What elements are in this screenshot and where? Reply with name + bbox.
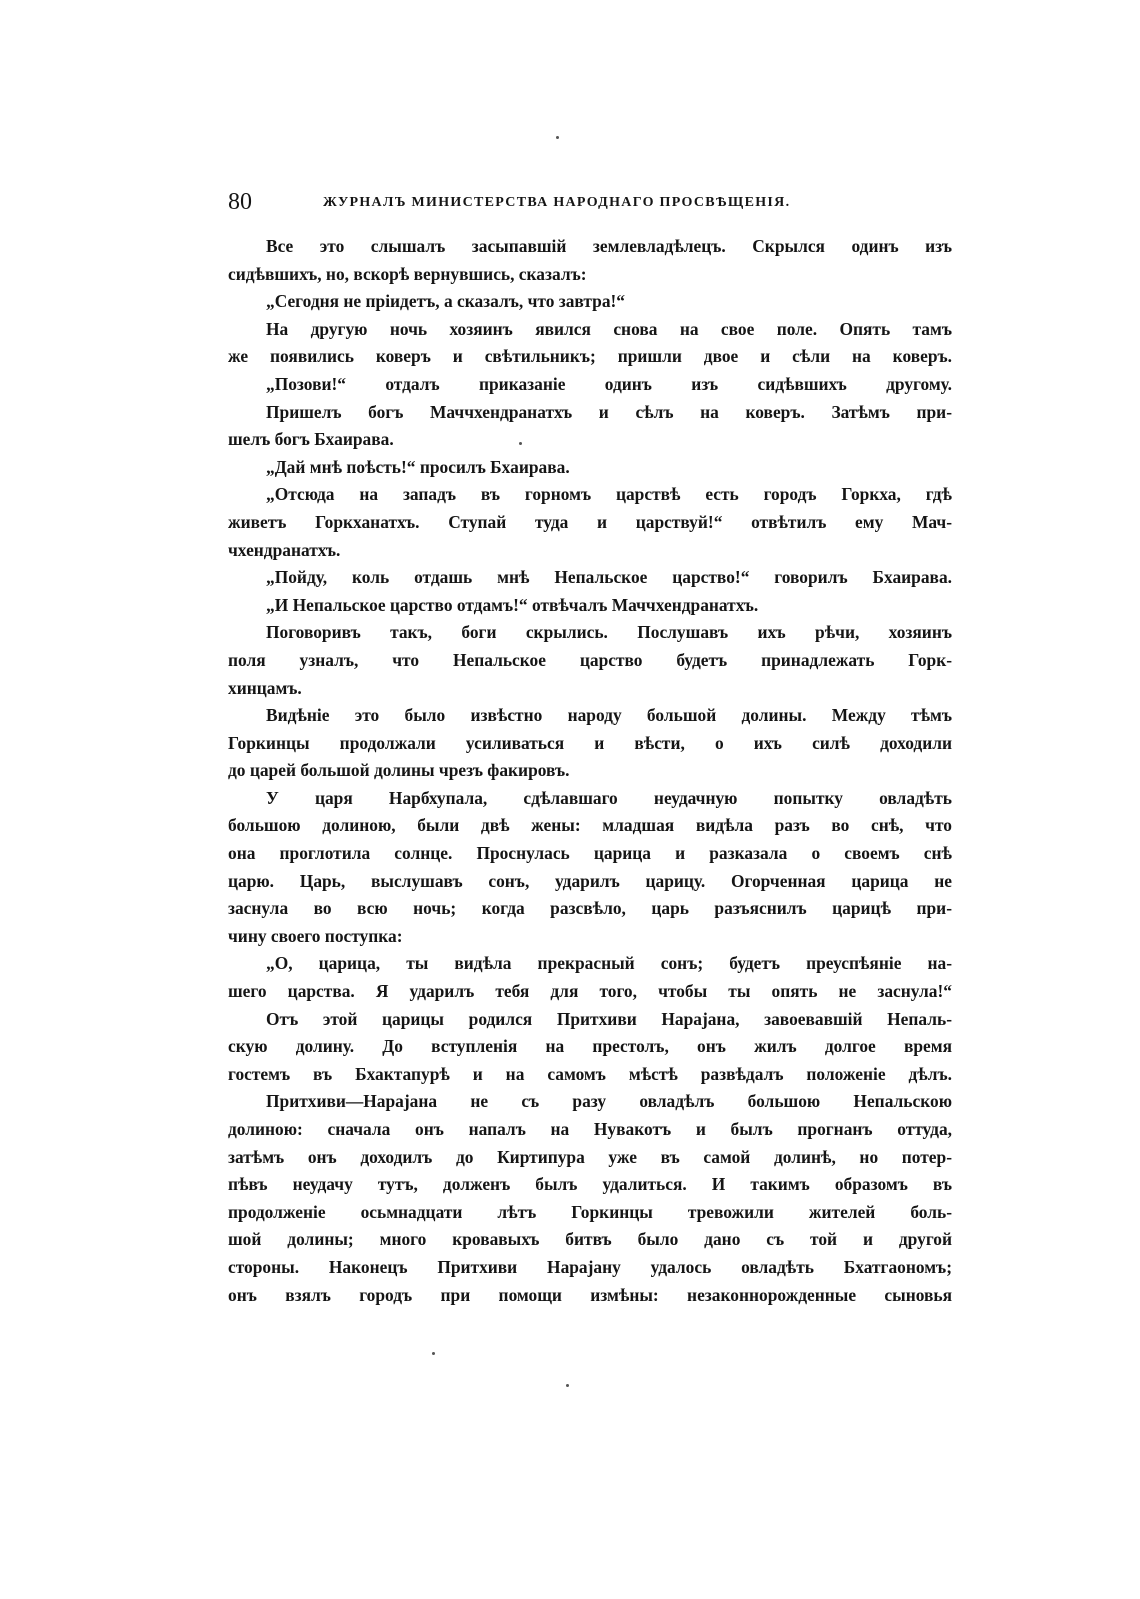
text-line: онъ взялъ городъ при помощи измѣны: незаконнорожденные сыновья: [228, 1284, 952, 1305]
text-line: „Сегодня не пріидетъ, а сказалъ, что завтра!“: [266, 291, 625, 312]
text-line: сидѣвшихъ, но, вскорѣ вернувшись, сказалъ:: [228, 263, 587, 284]
text-line: „Позови!“ отдалъ приказаніе одинъ изъ сидѣвшихъ другому.: [266, 373, 952, 394]
text-line: У царя Нарбхупала, сдѣлавшаго неудачную попытку овладѣть: [266, 787, 952, 808]
print-speck: [556, 136, 559, 139]
text-line: заснула во всю ночь; когда разсвѣло, царь разъяснилъ царицѣ при-: [228, 898, 952, 919]
text-line: долиною: сначала онъ напалъ на Нувакотъ и былъ прогнанъ оттуда,: [228, 1119, 952, 1139]
page-number: 80: [228, 189, 252, 215]
text-line: гостемъ въ Бхактапурѣ и на самомъ мѣстѣ развѣдалъ положеніе дѣлъ.: [228, 1063, 952, 1084]
body-text: [228, 233, 952, 1309]
text-line: скую долину. До вступленія на престолъ, онъ жилъ долгое время: [228, 1036, 952, 1057]
running-title: ЖУРНАЛЪ МИНИСТЕРСТВА НАРОДНАГО ПРОСВѢЩЕНІЯ.: [323, 195, 791, 210]
text-line: „И Непальское царство отдамъ!“ отвѣчалъ Маччхендранатхъ.: [266, 594, 759, 615]
print-speck: [432, 1352, 435, 1355]
text-line: поля узналъ, что Непальское царство будетъ принадлежать Горк-: [228, 649, 952, 670]
text-line: чину своего поступка:: [228, 925, 403, 946]
text-line: Поговоривъ такъ, боги скрылись. Послушавъ ихъ рѣчи, хозяинъ: [266, 622, 952, 643]
text-line: большою долиною, были двѣ жены: младшая видѣла разъ во снѣ, что: [228, 815, 952, 836]
text-line: живетъ Горкханатхъ. Ступай туда и царствуй!“ отвѣтилъ ему Мач-: [228, 511, 952, 532]
text-line: Пришелъ богъ Маччхендранатхъ и сѣлъ на коверъ. Затѣмъ при-: [266, 401, 952, 422]
text-line: Притхиви—Нарајана не съ разу овладѣлъ большою Непальскою: [266, 1091, 952, 1112]
text-line: „Пойду, коль отдашь мнѣ Непальское царство!“ говорилъ Бхаирава.: [266, 567, 952, 588]
text-line: шелъ богъ Бхаирава.: [228, 429, 394, 450]
text-line: до царей большой долины чрезъ факировъ.: [228, 760, 570, 781]
page-header: [228, 188, 952, 222]
text-line: продолженіе осьмнадцати лѣтъ Горкинцы тревожили жителей боль-: [228, 1201, 952, 1222]
text-line: „Дай мнѣ поѣсть!“ просилъ Бхаирава.: [266, 456, 570, 477]
text-line: же появились коверъ и свѣтильникъ; пришли двое и сѣли на коверъ.: [228, 346, 952, 367]
text-line: На другую ночь хозяинъ явился снова на свое поле. Опять тамъ: [266, 318, 952, 339]
text-line: Все это слышалъ засыпавшій землевладѣлецъ. Скрылся одинъ изъ: [266, 236, 952, 256]
text-line: Горкинцы продолжали усиливаться и вѣсти, о ихъ силѣ доходили: [228, 732, 952, 753]
text-line: затѣмъ онъ доходилъ до Киртипура уже въ самой долинѣ, но потер-: [228, 1146, 952, 1167]
text-line: „Отсюда на западъ въ горномъ царствѣ есть городъ Горкха, гдѣ: [266, 484, 952, 505]
text-line: стороны. Наконецъ Притхиви Нарајану удалось овладѣть Бхатгаономъ;: [228, 1256, 952, 1277]
text-line: пѣвъ неудачу тутъ, долженъ былъ удалиться. И такимъ образомъ въ: [228, 1174, 952, 1195]
text-line: Видѣніе это было извѣстно народу большой долины. Между тѣмъ: [266, 705, 952, 726]
text-line: „О, царица, ты видѣла прекрасный сонъ; будетъ преуспѣяніе на-: [266, 953, 952, 974]
text-line: шой долины; много кровавыхъ битвъ было дано съ той и другой: [228, 1229, 952, 1250]
text-line: шего царства. Я ударилъ тебя для того, чтобы ты опять не заснула!“: [228, 981, 952, 1002]
text-line: царю. Царь, выслушавъ сонъ, ударилъ царицу. Огорченная царица не: [228, 870, 952, 891]
text-line: хинцамъ.: [228, 677, 302, 698]
print-speck: [566, 1384, 569, 1387]
text-line: чхендранатхъ.: [228, 539, 341, 560]
text-line: Отъ этой царицы родился Притхиви Нарајана, завоевавшій Непаль-: [266, 1008, 952, 1029]
text-line: она проглотила солнце. Проснулась царица и разказала о своемъ снѣ: [228, 843, 952, 864]
